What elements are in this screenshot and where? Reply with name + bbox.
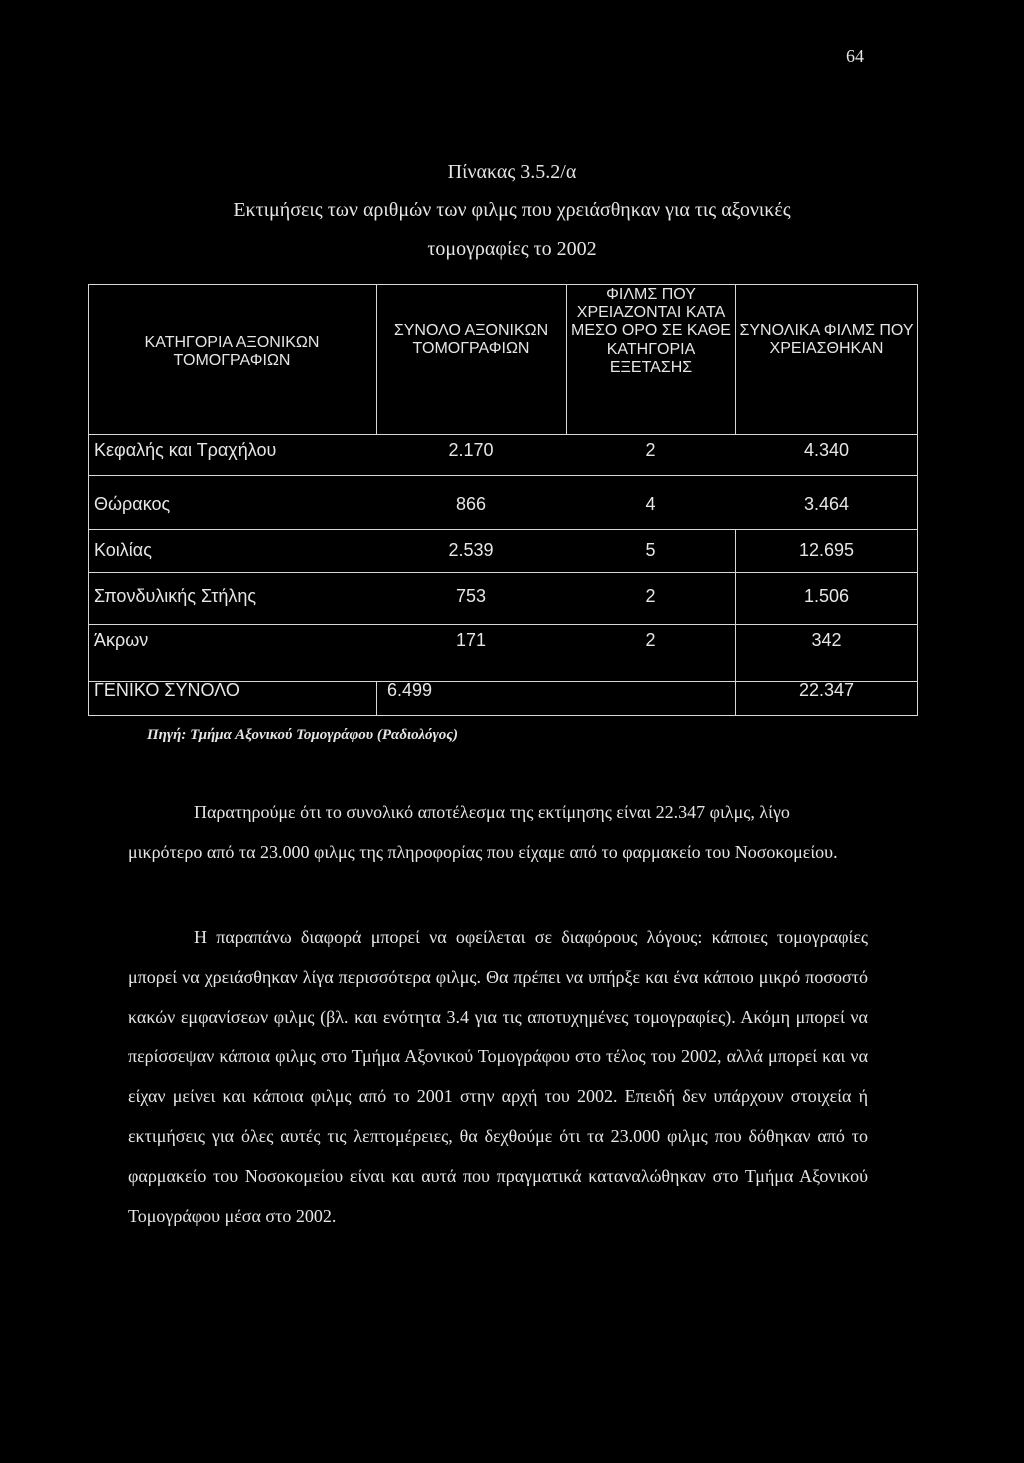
column-divider [566, 284, 567, 434]
row-total-films: 3.464 [803, 494, 850, 514]
column-divider [376, 284, 377, 434]
header-total-films: ΣΥΝΟΛΙΚΑ ΦΙΛΜΣ ΠΟΥ ΧΡΕΙΑΣΘΗΚΑΝ [739, 322, 914, 358]
row-total-films: 4.340 [803, 440, 850, 460]
row-category: Άκρων [94, 630, 149, 650]
row-category: Σπονδυλικής Στήλης [94, 586, 257, 606]
header-films-per-exam: ΦΙΛΜΣ ΠΟΥ ΧΡΕΙΑΖΟΝΤΑΙ ΚΑΤΑ ΜΕΣΟ ΟΡΟ ΣΕ ΚΑΘΕ ΚΑΤΗΓΟΡΙΑ ΕΞΕΤΑΣΗΣ [571, 286, 731, 376]
row-total-scans: 866 [455, 494, 487, 514]
row-films-per-exam: 2 [645, 440, 656, 460]
film-estimates-table [88, 284, 918, 716]
row-films-per-exam: 5 [645, 540, 656, 560]
row-divider [88, 475, 918, 476]
row-category: Κεφαλής και Τραχήλου [94, 440, 277, 460]
row-total-films: 12.695 [798, 540, 855, 560]
row-divider [88, 572, 918, 573]
row-total-scans: 2.539 [448, 540, 494, 560]
row-divider [88, 434, 918, 435]
row-total-scans: 171 [455, 630, 487, 650]
row-total-films: 1.506 [803, 586, 850, 606]
table-caption-line2: τομογραφίες το 2002 [427, 238, 597, 260]
row-divider [88, 529, 918, 530]
column-divider [735, 284, 736, 434]
source-note: Πηγή: Τμήμα Αξονικού Τομογράφου (Ραδιολόγος) [147, 727, 458, 743]
table-title: Πίνακας 3.5.2/α [447, 161, 577, 183]
table-caption-line1: Εκτιμήσεις των αριθμών των φιλμς που χρειάσθηκαν για τις αξονικές [233, 199, 791, 221]
row-category: Κοιλίας [94, 540, 152, 560]
table-border-bottom [88, 715, 918, 716]
table-border-top [88, 284, 918, 285]
row-films-per-exam: 4 [645, 494, 656, 514]
row-category: ΓΕΝΙΚΟ ΣΥΝΟΛΟ [94, 680, 240, 700]
row-total-films: 342 [811, 630, 842, 650]
header-total-scans: ΣΥΝΟΛΟ ΑΞΟΝΙΚΩΝ ΤΟΜΟΓΡΑΦΙΩΝ [393, 322, 549, 358]
page-number: 64 [846, 46, 864, 66]
row-category: Θώρακος [94, 494, 171, 514]
paragraph-2-text: Η παραπάνω διαφορά μπορεί να οφείλεται σε διαφόρους λόγους: κάποιες τομογραφίες μπορεί να χρειάσθηκαν λίγα περισσότερα φιλμς. Θα πρέπει να υπήρξε και ένα κάποιο μικρό ποσοστό κακών εμφανίσεων φιλμς (βλ. και ενότητα 3.4 για τις αποτυχημένες τομογραφίες). Ακόμη μπορεί να περίσσεψαν κάποια φιλμς στο Τμήμα Αξονικού Τομογράφου στο τέλος του 2002, αλλά μπορεί και να είχαν μείνει και κάποια φιλμς από το 2001 στην αρχή του 2002. Επειδή δεν υπάρχουν στοιχεία ή εκτιμήσεις για όλες αυτές τις λεπτομέρειες, θα δεχθούμε ότι τα 23.000 φιλμς που δόθηκαν από το φαρμακείο του Νοσοκομείου είναι και αυτά που πραγματικά καταναλώθηκαν στο Τμήμα Αξονικού Τομογράφου μέσα στο 2002. [128, 927, 868, 1226]
column-divider [376, 681, 377, 715]
row-films-per-exam: 2 [645, 630, 656, 650]
row-total-scans: 753 [455, 586, 487, 606]
row-divider [88, 624, 918, 625]
row-total-films: 22.347 [798, 680, 855, 700]
paragraph-1 [128, 793, 868, 873]
header-category: ΚΑΤΗΓΟΡΙΑ ΑΞΟΝΙΚΩΝ ΤΟΜΟΓΡΑΦΙΩΝ [144, 334, 320, 370]
row-total-scans: 6.499 [387, 680, 433, 700]
paragraph-1-text: Παρατηρούμε ότι το συνολικό αποτέλεσμα της εκτίμησης είναι 22.347 φιλμς, λίγο μικρότερο από τα 23.000 φιλμς της πληροφορίας που είχαμε από το φαρμακείο του Νοσοκομείου. [128, 802, 838, 862]
row-total-scans: 2.170 [448, 440, 494, 460]
row-films-per-exam: 2 [645, 586, 656, 606]
paragraph-2 [128, 918, 868, 1236]
